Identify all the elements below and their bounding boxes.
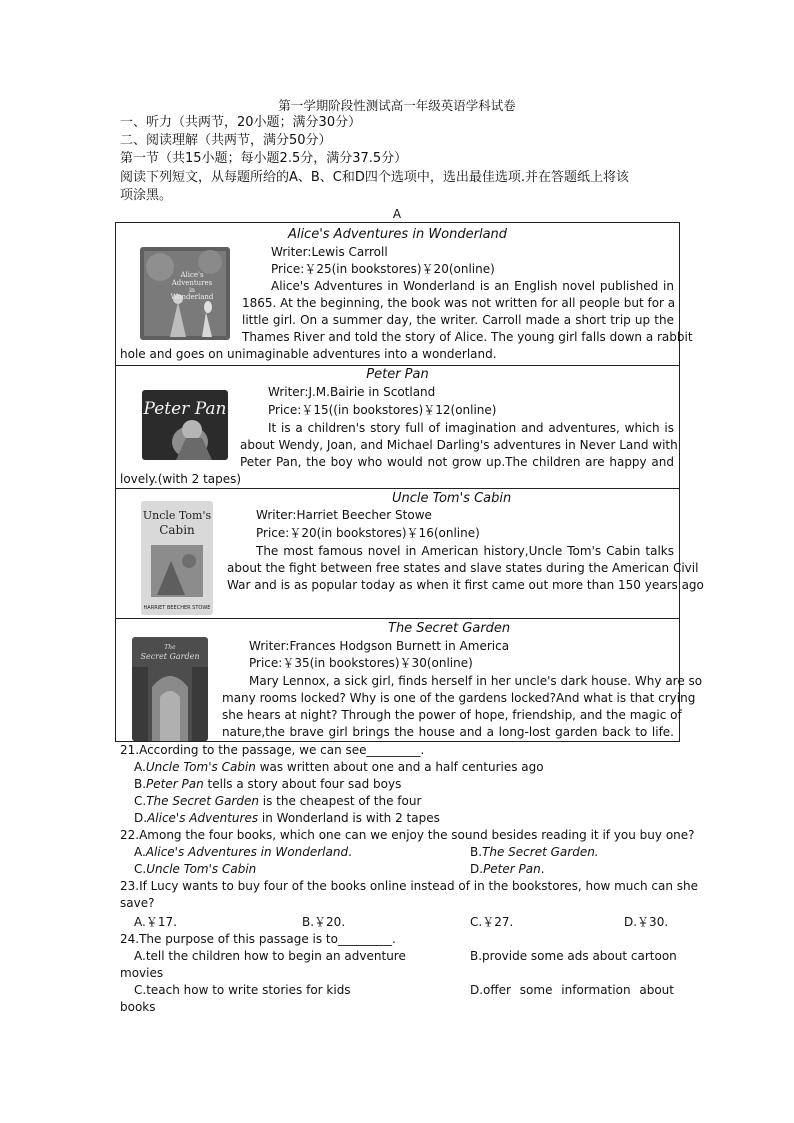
instruction-line-1: 阅读下列短文，从每题所给的A、B、C和D四个选项中，选出最佳选项.并在答题纸上将该 <box>120 170 630 185</box>
cover-text: Secret Garden <box>140 652 200 661</box>
book-price: Price:￥20(in bookstores)￥16(online) <box>256 526 480 540</box>
question-21-option-c[interactable]: C.The Secret Garden is the cheapest of the four <box>134 794 422 808</box>
book-cover-peter-pan <box>142 390 228 460</box>
instruction-line-2: 项涂黑。 <box>120 188 173 203</box>
question-23-stem-line-1: 23.If Lucy wants to buy four of the books online instead of in the bookstores, how much can she <box>120 879 699 893</box>
book-cover-secret-garden <box>132 637 208 741</box>
book-desc-line: 1865. At the beginning, the book was not written for all people but for a <box>242 296 676 310</box>
cover-text: The <box>164 644 176 651</box>
book-desc-line: Peter Pan, the boy who would not grow up.The children are happy and <box>240 455 674 469</box>
question-22-option-a[interactable]: A.Alice's Adventures in Wonderland. <box>134 845 352 859</box>
question-21-option-a[interactable]: A.Uncle Tom's Cabin was written about one and a half centuries ago <box>134 760 544 774</box>
cover-text: Alice's <box>180 271 204 279</box>
question-22-stem: 22.Among the four books, which one can we enjoy the sound besides reading it if you buy one? <box>120 828 695 842</box>
book-price: Price:￥25(in bookstores)￥20(online) <box>271 262 495 276</box>
question-23-option-c[interactable]: C.￥27. <box>470 915 514 929</box>
book-price: Price:￥35(in bookstores)￥30(online) <box>249 656 473 670</box>
book-cover-alice <box>140 247 230 340</box>
book-desc-line: many rooms locked? Why is one of the gardens locked?And what is that crying <box>222 691 696 705</box>
book-title: Peter Pan <box>366 367 429 382</box>
book-box-secret-garden <box>115 618 703 742</box>
cover-text: Wonderland <box>170 293 214 301</box>
question-23-option-b[interactable]: B.￥20. <box>302 915 346 929</box>
question-21-stem: 21.According to the passage, we can see_________. <box>120 743 425 757</box>
question-24-option-c[interactable]: C.teach how to write stories for kids <box>134 983 351 997</box>
book-desc-line: Thames River and told the story of Alice. The young girl falls down a rabbit <box>242 330 693 344</box>
book-cover-uncle-toms-cabin <box>141 501 213 615</box>
question-24-stem: 24.The purpose of this passage is to_________. <box>120 932 396 946</box>
cover-text: Cabin <box>159 523 195 537</box>
book-box-uncle-toms-cabin <box>115 488 704 618</box>
cover-text: Adventures <box>171 279 213 287</box>
book-box-peter-pan <box>115 365 680 488</box>
book-writer: Writer:J.M.Bairie in Scotland <box>268 385 436 399</box>
book-desc-line: Alice's Adventures in Wonderland is an English novel published in <box>271 279 674 293</box>
question-21-option-b[interactable]: B.Peter Pan tells a story about four sad boys <box>134 777 402 791</box>
question-21-option-d[interactable]: D.Alice's Adventures in Wonderland is with 2 tapes <box>134 811 440 825</box>
book-title: The Secret Garden <box>388 621 511 636</box>
book-desc-line: Mary Lennox, a sick girl, finds herself in her uncle's dark house. Why are so <box>249 674 703 688</box>
book-title: Alice's Adventures in Wonderland <box>287 227 508 242</box>
question-22-option-c[interactable]: C.Uncle Tom's Cabin <box>134 862 257 876</box>
cover-text: in <box>189 287 195 294</box>
book-desc-line: lovely.(with 2 tapes) <box>120 472 242 486</box>
book-desc-line: War and is as popular today as when it first came out more than 150 years ago <box>227 578 704 592</box>
book-writer: Writer:Lewis Carroll <box>271 245 388 259</box>
question-23-option-d[interactable]: D.￥30. <box>624 915 669 929</box>
passage-letter: A <box>392 207 402 221</box>
cover-text: Peter Pan <box>143 399 227 419</box>
part-listening: 一、听力（共两节，20小题；满分30分） <box>120 115 362 130</box>
book-desc-line: nature,the brave girl brings the house and a long-lost garden back to life. <box>222 725 674 739</box>
book-desc-line: she hears at night? Through the power of hope, friendship, and the magic of <box>222 708 682 722</box>
book-desc-line: about the fight between free states and slave states during the American Civil <box>227 561 699 575</box>
question-22-option-b[interactable]: B.The Secret Garden. <box>470 845 599 859</box>
book-title: Uncle Tom's Cabin <box>392 491 512 506</box>
cover-text: HARRIET BEECHER STOWE <box>143 605 211 611</box>
question-24-option-a[interactable]: A.tell the children how to begin an adventure <box>134 949 406 963</box>
book-writer: Writer:Frances Hodgson Burnett in America <box>249 639 510 653</box>
cover-text: Uncle Tom's <box>142 509 212 522</box>
question-24-option-d[interactable]: D.offer some information about <box>470 983 674 997</box>
book-desc-line: The most famous novel in American history,Uncle Tom's Cabin talks <box>256 544 674 558</box>
section-one: 第一节（共15小题；每小题2.5分，满分37.5分） <box>120 151 408 166</box>
book-writer: Writer:Harriet Beecher Stowe <box>256 508 432 522</box>
book-desc-line: about Wendy, Joan, and Michael Darling's adventures in Never Land with <box>240 438 678 452</box>
question-22-option-d[interactable]: D.Peter Pan. <box>470 862 545 876</box>
question-23-stem-line-2: save? <box>120 896 155 910</box>
book-box-alice <box>115 222 693 365</box>
question-24-option-a-cont: movies <box>120 966 164 980</box>
question-24-option-d-cont: books <box>120 1000 156 1014</box>
book-price: Price:￥15((in bookstores)￥12(online) <box>268 403 497 417</box>
book-desc-line: It is a children's story full of imagination and adventures, which is <box>268 421 674 435</box>
question-24-option-b[interactable]: B.provide some ads about cartoon <box>470 949 677 963</box>
question-23-option-a[interactable]: A.￥17. <box>134 915 177 929</box>
book-desc-line: little girl. On a summer day, the writer. Carroll made a short trip up the <box>242 313 674 327</box>
exam-title: 第一学期阶段性测试高一年级英语学科试卷 <box>278 98 516 113</box>
book-desc-line: hole and goes on unimaginable adventures into a wonderland. <box>120 347 497 361</box>
part-reading: 二、阅读理解（共两节，满分50分） <box>120 133 332 148</box>
